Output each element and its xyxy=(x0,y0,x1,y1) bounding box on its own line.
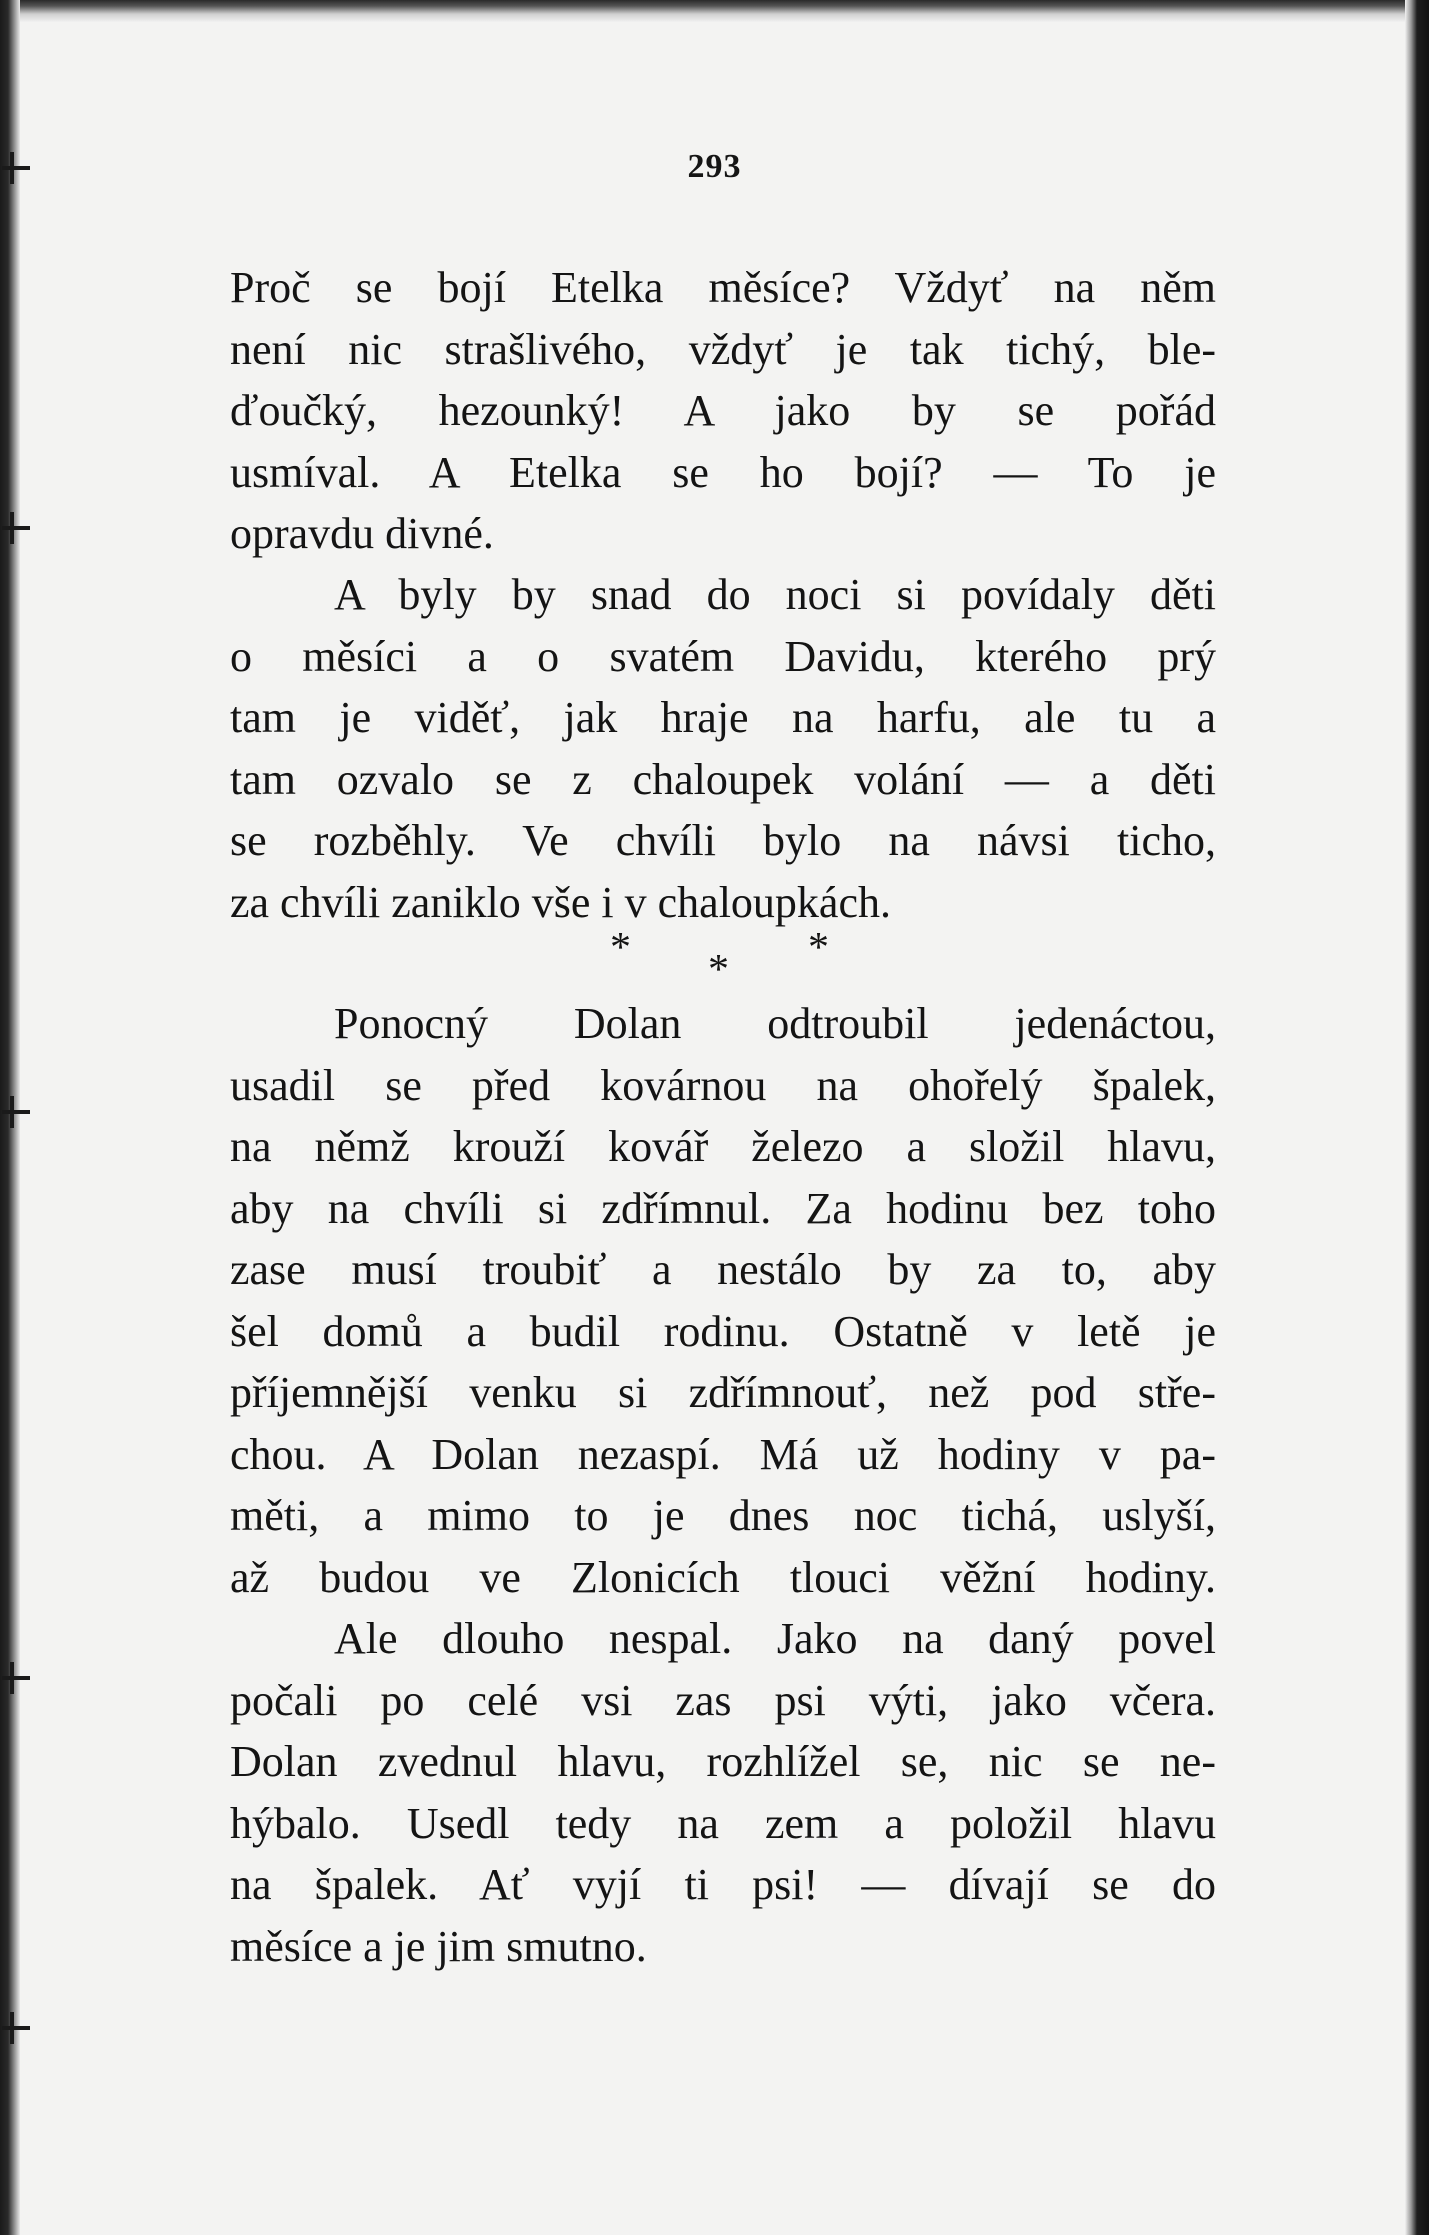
section-separator xyxy=(590,924,850,994)
text-line: usadil se před kovárnou na ohořelý špalek, xyxy=(230,1060,1216,1110)
binding-thread-mark xyxy=(2,1110,30,1114)
paragraph-3 xyxy=(230,993,1216,1608)
text-line: příjemnější venku si zdřímnouť, než pod stře- xyxy=(230,1368,1216,1417)
text-line: se rozběhly. Ve chvíli bylo na návsi ticho, xyxy=(230,816,1216,865)
text-line: Ponocný Dolan odtroubil jedenáctou, xyxy=(334,999,1216,1048)
binding-thread-mark xyxy=(2,2026,30,2030)
page-number: 293 xyxy=(687,148,742,185)
text-line: usmíval. A Etelka se ho bojí? — To je xyxy=(230,447,1216,497)
text-line: aby na chvíli si zdřímnul. Za hodinu bez toho xyxy=(230,1183,1216,1233)
text-line: Dolan zvednul hlavu, rozhlížel se, nic se ne- xyxy=(230,1737,1216,1786)
page-right-edge xyxy=(1405,0,1429,2235)
page-top-edge xyxy=(0,0,1429,22)
text-line: na němž krouží kovář železo a složil hlavu, xyxy=(230,1122,1216,1171)
text-line: Proč se bojí Etelka měsíce? Vždyť na něm xyxy=(230,263,1216,312)
text-line: na špalek. Ať vyjí ti psi! — dívají se do xyxy=(230,1860,1216,1909)
text-line: není nic strašlivého, vždyť je tak tichý, ble- xyxy=(230,324,1216,374)
separator-asterisk: * xyxy=(610,925,631,971)
separator-asterisk: * xyxy=(808,925,829,971)
binding-thread-mark xyxy=(2,1676,30,1680)
text-line: za chvíli zaniklo vše i v chaloupkách. xyxy=(230,877,891,927)
text-line: měsíce a je jim smutno. xyxy=(230,1921,647,1971)
text-line: zase musí troubiť a nestálo by za to, aby xyxy=(230,1245,1216,1294)
text-line: tam je viděť, jak hraje na harfu, ale tu a xyxy=(230,693,1216,742)
text-line: ďoučký, hezounký! A jako by se pořád xyxy=(230,386,1216,435)
paragraph-1 xyxy=(230,257,1216,565)
text-line: Ale dlouho nespal. Jako na daný povel xyxy=(334,1614,1216,1663)
text-line: hýbalo. Usedl tedy na zem a položil hlavu xyxy=(230,1798,1216,1848)
text-line: až budou ve Zlonicích tlouci věžní hodiny. xyxy=(230,1552,1216,1602)
text-line: měti, a mimo to je dnes noc tichá, uslyší, xyxy=(230,1491,1216,1540)
paragraph-2 xyxy=(230,564,1216,933)
text-line: chou. A Dolan nezaspí. Má už hodiny v pa- xyxy=(230,1429,1216,1479)
text-line: tam ozvalo se z chaloupek volání — a děti xyxy=(230,754,1216,804)
text-line: o měsíci a o svatém Davidu, kterého prý xyxy=(230,631,1216,681)
text-line: A byly by snad do noci si povídaly děti xyxy=(334,570,1216,619)
text-line: opravdu divné. xyxy=(230,509,494,558)
binding-thread-mark xyxy=(2,526,30,530)
text-line: počali po celé vsi zas psi výti, jako včera. xyxy=(230,1675,1216,1725)
text-line: šel domů a budil rodinu. Ostatně v letě je xyxy=(230,1306,1216,1356)
paragraph-4 xyxy=(230,1608,1216,1977)
separator-asterisk: * xyxy=(708,947,729,993)
